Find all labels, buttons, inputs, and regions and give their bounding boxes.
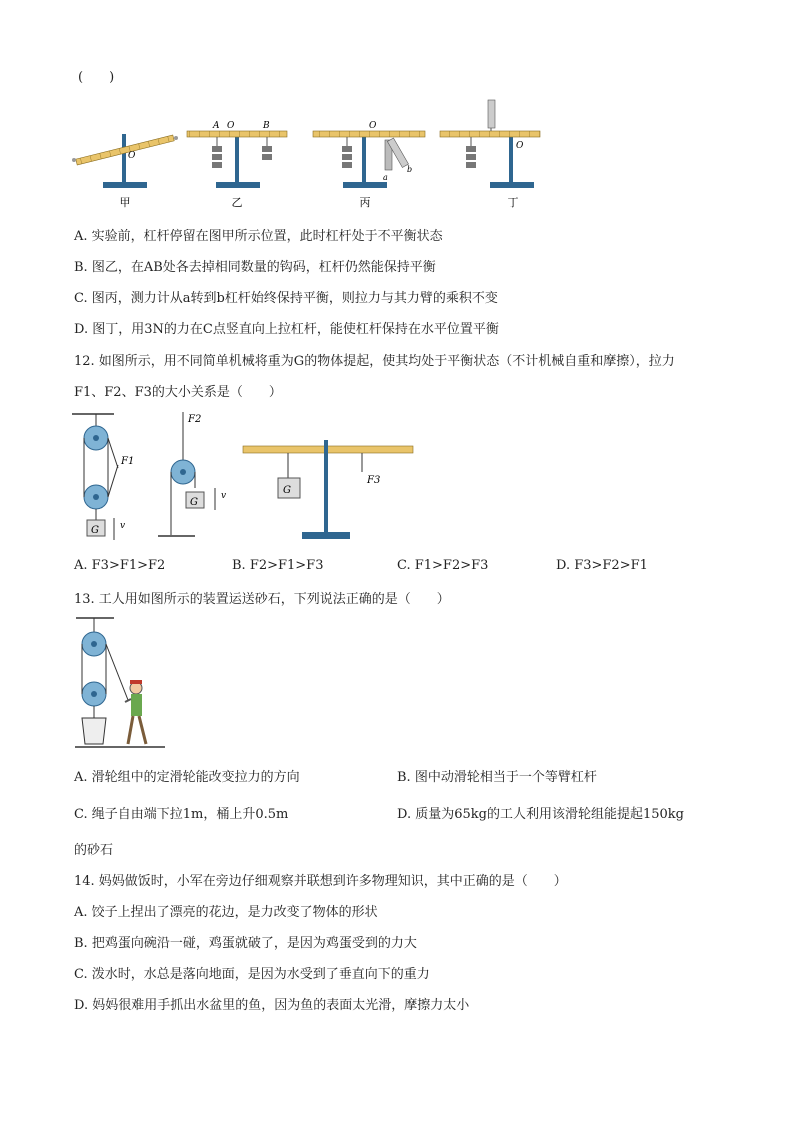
point-o-yi: O [227, 121, 235, 131]
caption-ding: 丁 [507, 196, 519, 209]
label-g-3: G [283, 485, 291, 496]
q12-stem-line1: 12. 如图所示，用不同简单机械将重为G的物体提起，使其均处于平衡状态（不计机械自重和摩擦），拉力 [74, 354, 675, 369]
q12-option-a: A. F3>F1>F2 [74, 558, 166, 573]
q12-option-c: C. F1>F2>F3 [397, 558, 489, 573]
q13-option-a: A. 滑轮组中的定滑轮能改变拉力的方向 [74, 770, 300, 785]
q11-lever-figure [70, 98, 550, 210]
lever-bing [313, 121, 425, 209]
caption-jia: 甲 [119, 196, 131, 209]
point-b-yi: B [263, 121, 270, 131]
q11-option-c: C. 图丙，测力计从a转到b杠杆始终保持平衡，则拉力与其力臂的乘积不变 [74, 291, 498, 306]
point-b-bing: b [407, 165, 413, 174]
q12-stem-line2: F1、F2、F3的大小关系是（ ） [74, 385, 282, 400]
q13-option-d-continued: 的砂石 [74, 843, 114, 858]
q11-option-a: A. 实验前，杠杆停留在图甲所示位置，此时杠杆处于不平衡状态 [74, 229, 443, 244]
point-a-yi: A [213, 121, 220, 131]
label-g-2: G [190, 497, 198, 508]
label-f1: F1 [121, 456, 135, 467]
point-o-ding: O [516, 141, 524, 151]
label-g-1: G [91, 525, 99, 536]
q11-answer-bracket: ( ) [78, 70, 115, 85]
lever-jia [72, 134, 178, 209]
caption-bing: 丙 [359, 196, 371, 209]
q14-option-b: B. 把鸡蛋向碗沿一碰，鸡蛋就破了，是因为鸡蛋受到的力大 [74, 936, 417, 951]
label-v-2: v [221, 491, 227, 501]
q13-worker-figure [70, 614, 170, 752]
label-f3: F3 [367, 475, 381, 486]
q14-stem: 14. 妈妈做饭时，小军在旁边仔细观察并联想到许多物理知识，其中正确的是（ ） [74, 874, 567, 889]
label-f2: F2 [188, 414, 202, 425]
q13-stem: 13. 工人用如图所示的装置运送砂石，下列说法正确的是（ ） [74, 592, 450, 607]
point-a-bing: a [383, 173, 388, 182]
lever-ding [440, 100, 540, 209]
q14-option-d: D. 妈妈很难用手抓出水盆里的鱼，因为鱼的表面太光滑，摩擦力太小 [74, 998, 470, 1013]
point-o-bing: O [369, 121, 377, 131]
q14-option-c: C. 泼水时，水总是落向地面，是因为水受到了垂直向下的重力 [74, 967, 430, 982]
point-o-jia: O [128, 151, 136, 161]
label-v-1: v [120, 521, 126, 531]
q12-machines-figure [70, 410, 420, 545]
lever-yi [187, 121, 287, 209]
q12-option-b: B. F2>F1>F3 [232, 558, 324, 573]
q13-option-d: D. 质量为65kg的工人利用该滑轮组能提起150kg [397, 807, 684, 822]
q12-option-d: D. F3>F2>F1 [556, 558, 648, 573]
caption-yi: 乙 [231, 196, 243, 209]
q14-option-a: A. 饺子上捏出了漂亮的花边，是力改变了物体的形状 [74, 905, 378, 920]
q11-option-b: B. 图乙，在AB处各去掉相同数量的钩码，杠杆仍然能保持平衡 [74, 260, 436, 275]
q13-option-b: B. 图中动滑轮相当于一个等臂杠杆 [397, 770, 597, 785]
q13-option-c: C. 绳子自由端下拉1m，桶上升0.5m [74, 807, 289, 822]
q11-option-d: D. 图丁，用3N的力在C点竖直向上拉杠杆，能使杠杆保持在水平位置平衡 [74, 322, 499, 337]
